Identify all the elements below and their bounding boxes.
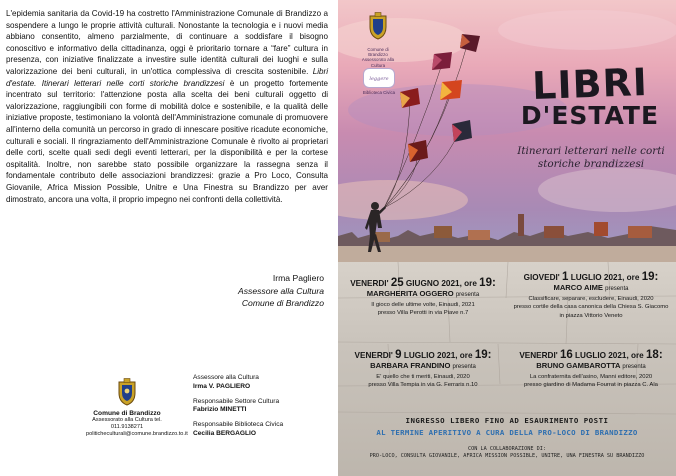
event-card	[342, 350, 504, 390]
library-logo-label: Biblioteca Civica	[362, 90, 396, 95]
contact-name: Irma V. PAGLIERO	[193, 382, 251, 390]
contact-item	[193, 374, 283, 392]
poster-title-line2: D'ESTATE	[520, 101, 660, 130]
event-book: La confraternita dell'asino, Manni editore, 2020	[529, 373, 653, 380]
event-place: presso Villa Tempia in via G. Ferraris n.10	[368, 382, 478, 389]
event-date: VENERDI' 16 LUGLIO 2021, ore 18:	[519, 349, 663, 361]
event-book: Il gioco delle ultime volte, Einaudi, 2021	[371, 301, 475, 308]
free-entry-notice: INGRESSO LIBERO FINO AD ESAURIMENTO POSTI	[405, 416, 609, 425]
signature-role: Assessore alla Cultura	[238, 285, 324, 296]
poster-title-line1: LIBRI	[531, 59, 649, 109]
contact-role: Responsabile Biblioteca Civica	[193, 421, 284, 429]
contact-item	[193, 421, 283, 439]
collaboration-list: PRO-LOCO, CONSULTA GIOVANILE, AFRICA MISSION POSSIBLE, UNITRE, UNA FINESTRA SU BRANDIZZO	[369, 453, 645, 460]
contact-item	[193, 398, 283, 416]
signature-name: Irma Pagliero	[272, 273, 324, 283]
poster-subtitle-line1: Itinerari letterari nelle corti	[517, 145, 665, 157]
event-book: E' quello che ti meriti, Einaudi, 2020	[376, 373, 470, 380]
comune-logo-label: Comune di Brandizzo Assessorato alla Cultura	[361, 47, 395, 68]
poster-title	[510, 59, 670, 130]
event-date: VENERDI' 25 GIUGNO 2021, ore 19:	[350, 277, 496, 289]
comune-name: Comune di Brandizzo	[93, 410, 161, 417]
event-place: presso giardino di Madama Fourrat in piazza C. Ala	[524, 382, 658, 389]
comune-phone: Assessorato alla Cultura tel. 011.9138271	[92, 417, 162, 430]
book-kites	[400, 34, 480, 162]
event-author: MARGHERITA OGGERO presenta	[366, 289, 480, 298]
poster	[338, 0, 676, 476]
event-author: BRUNO GAMBAROTTA presenta	[536, 361, 646, 370]
event-author: MARCO AIME presenta	[553, 283, 629, 292]
contact-role: Responsabile Settore Cultura	[193, 397, 280, 405]
event-card	[508, 272, 674, 320]
intro-text	[6, 8, 328, 205]
signature-comune: Comune di Brandizzo	[241, 298, 324, 308]
event-date: GIOVEDI' 1 LUGLIO 2021, ore 19:	[523, 271, 659, 283]
event-place: presso cortile della casa canonica della Chiesa S. Giacomo	[513, 304, 669, 311]
intro-project-title: Libri d'estate. Itinerari letterari nelle corti storiche brandizzesi	[6, 66, 329, 88]
event-author: BARBARA FRANDINO presenta	[370, 361, 476, 370]
collaboration-heading: CON LA COLLABORAZIONE DI:	[467, 446, 547, 452]
event-place-2: in piazza Vittorio Veneto	[559, 312, 623, 319]
poster-subtitle-line2: storiche brandizzesi	[537, 158, 645, 170]
event-place: presso Villa Perotti in via Piave n.7	[377, 310, 469, 317]
collaboration-credits	[338, 446, 676, 460]
event-card	[508, 350, 674, 390]
library-logo-mark: leggere	[363, 68, 395, 88]
event-date: VENERDI' 9 LUGLIO 2021, ore 19:	[354, 349, 492, 361]
signature-block	[238, 272, 324, 310]
intro-paragraph-1: L'epidemia sanitaria da Covid-19 ha costretto l'Amministrazione Comunale di Brandizzo a sospendere a lungo le proprie attività culturali. Nonostante la tecnologia e i nuovi media abbiano consentito, almeno parzialmente, di continuare a soddisfare il bisogno conoscitivo e informativo della cittadinanza, oggi è prioritario tornare a “fare” cultura in presenza, con iniziative finalizzate a investire sulle identità culturali dei luoghi e sulla valorizzazione dei beni culturali, in un'ottica complessiva di crescita sostenibile.	[6, 9, 328, 76]
crest-icon	[116, 378, 138, 406]
contact-name: Fabrizio MINETTI	[193, 406, 247, 414]
intro-paragraph-2: è un progetto fortemente incentrato sul territorio: l'attenzione posta alla scelta dei beni culturali oggetto di valorizzazione, raggiungibili con forme di mobilità dolce e sostenibile, e la qualità delle iniziative proposte, testimoniano la volontà dell'Amministrazione comunale di promuovere all'interno della comunità un percorso in grado di innescare positive ricadute economiche, culturali e sociali. Il ringraziamento dell'Amministrazione Comunale è rivolto ai proprietari delle corti, scelte quali sedi degli eventi letterari, per la disponibilità e per la cortese ospitalità. Inoltre, non sarebbe stato possibile organizzare la rassegna senza il fondamentale contributo delle associazioni brandizzesi: grazie a Pro Loco, Consulta Giovanile, Africa Mission Possible, Unitre e Una Finestra su Brandizzo per aver dimostrato, ancora una volta, il proprio impegno nei confronti della collettività.	[6, 78, 329, 204]
contact-name: Cecilia BERGAGLIO	[193, 429, 257, 437]
event-book: Classificare, separare, escludere, Einaudi, 2020	[528, 295, 654, 302]
event-card	[342, 278, 504, 318]
aperitivo-notice: AL TERMINE APERITIVO A CURA DELLA PRO-LOCO DI BRANDIZZO	[376, 428, 638, 437]
comune-email: politicheculturali@comune.brandizzo.to.it	[86, 431, 188, 437]
contact-role: Assessore alla Cultura	[193, 374, 259, 381]
comune-footer	[86, 410, 188, 438]
poster-subtitle	[508, 145, 674, 171]
contacts-list	[193, 374, 283, 445]
